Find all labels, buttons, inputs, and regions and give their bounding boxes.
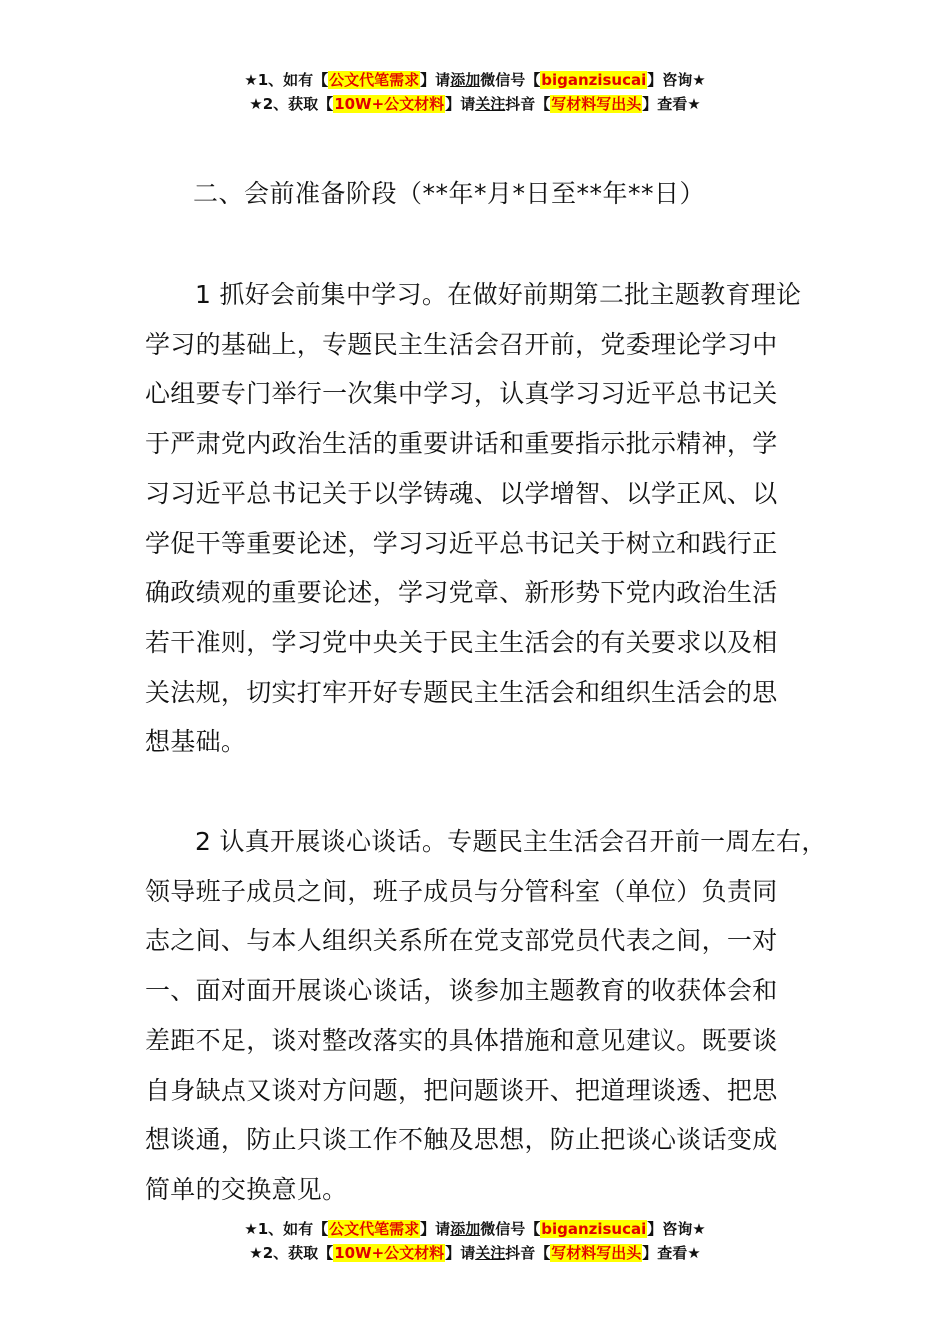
banner-line-2 (0, 92, 950, 116)
banner-text: 】咨询★ (647, 71, 706, 89)
banner-line-1 (0, 68, 950, 92)
paragraph-line: 关法规，切实打牢开好专题民主生活会和组织生活会的思 (145, 677, 778, 707)
banner-underlined: 添加 (450, 71, 481, 89)
banner-text: ★1、如有【 (244, 1220, 329, 1238)
paragraph-line: 心组要专门举行一次集中学习，认真学习习近平总书记关 (145, 379, 778, 409)
top-banner (0, 68, 950, 116)
banner-text: 微信号【 (480, 1220, 541, 1238)
banner-underlined: 添加 (450, 1220, 481, 1238)
banner-text: ★2、获取【 (249, 1244, 334, 1262)
banner-text: 】请 (445, 95, 476, 113)
paragraph-line: 2 认真开展谈心谈话。专题民主生活会召开前一周左右， (195, 827, 827, 856)
banner-underlined: 关注 (475, 1244, 506, 1262)
banner-text: 】请 (420, 71, 451, 89)
paragraph-line: 于严肃党内政治生活的重要讲话和重要指示批示精神，学 (145, 429, 778, 459)
banner-text: 】请 (420, 1220, 451, 1238)
banner-highlight: 写材料写出头 (551, 95, 642, 113)
paragraph-line: 想谈通，防止只谈工作不触及思想，防止把谈心谈话变成 (145, 1125, 778, 1155)
banner-line-1 (0, 1217, 950, 1241)
paragraph-line: 习习近平总书记关于以学铸魂、以学增智、以学正风、以 (145, 478, 778, 508)
banner-text: ★1、如有【 (244, 71, 329, 89)
paragraph-line: 学习的基础上，专题民主生活会召开前，党委理论学习中 (145, 329, 778, 359)
paragraph-2 (145, 817, 825, 1215)
paragraph-line: 志之间、与本人组织关系所在党支部党员代表之间，一对 (145, 926, 778, 956)
banner-text: 微信号【 (480, 71, 541, 89)
banner-text: 】咨询★ (647, 1220, 706, 1238)
paragraph-line: 自身缺点又谈对方问题，把问题谈开、把道理谈透、把思 (145, 1075, 778, 1105)
banner-highlight: 10W+公文材料 (334, 95, 445, 113)
banner-text: 】请 (445, 1244, 476, 1262)
banner-highlight: 公文代笔需求 (329, 71, 420, 89)
banner-highlight: 10W+公文材料 (334, 1244, 445, 1262)
bottom-banner (0, 1217, 950, 1265)
banner-text: 】查看★ (642, 1244, 701, 1262)
paragraph-line: 领导班子成员之间，班子成员与分管科室（单位）负责同 (145, 876, 778, 906)
paragraph-1 (145, 270, 825, 767)
banner-underlined: 关注 (475, 95, 506, 113)
banner-line-2 (0, 1241, 950, 1265)
banner-highlight: 写材料写出头 (551, 1244, 642, 1262)
banner-text: 抖音【 (505, 95, 551, 113)
paragraph-line: 确政绩观的重要论述，学习党章、新形势下党内政治生活 (145, 578, 778, 608)
paragraph-line: 简单的交换意见。 (145, 1174, 348, 1204)
banner-highlight: biganzisucai (541, 71, 647, 89)
banner-text: ★2、获取【 (249, 95, 334, 113)
banner-highlight: 公文代笔需求 (329, 1220, 420, 1238)
paragraph-line: 学促干等重要论述，学习习近平总书记关于树立和践行正 (145, 528, 778, 558)
banner-highlight: biganzisucai (541, 1220, 647, 1238)
section-heading: 二、会前准备阶段（**年*月*日至**年**日） (193, 179, 706, 208)
banner-text: 抖音【 (505, 1244, 551, 1262)
banner-text: 】查看★ (642, 95, 701, 113)
paragraph-line: 差距不足，谈对整改落实的具体措施和意见建议。既要谈 (145, 1025, 778, 1055)
paragraph-line: 若干准则，学习党中央关于民主生活会的有关要求以及相 (145, 627, 778, 657)
paragraph-line: 想基础。 (145, 727, 247, 757)
paragraph-line: 1 抓好会前集中学习。在做好前期第二批主题教育理论 (195, 280, 802, 309)
paragraph-line: 一、面对面开展谈心谈话，谈参加主题教育的收获体会和 (145, 976, 778, 1006)
